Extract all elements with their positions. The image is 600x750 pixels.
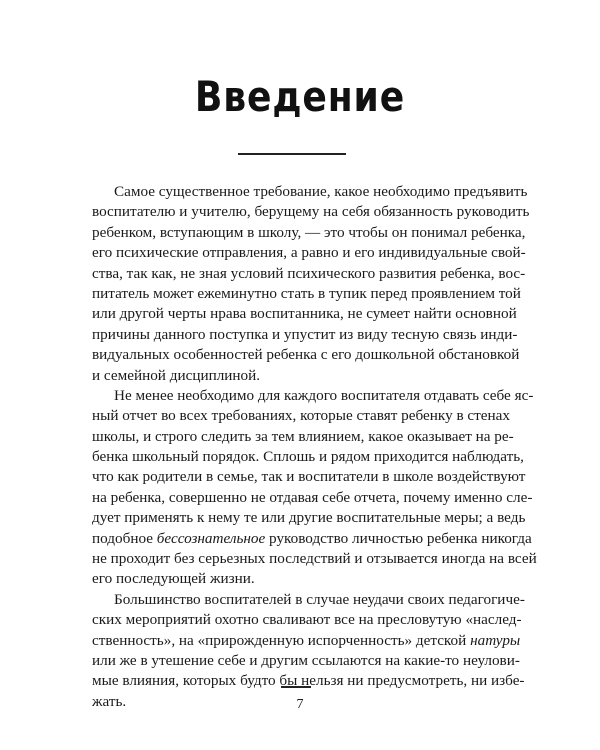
text-line: Не менее необходимо для каждого воспитателя отдавать себе яс- [114, 386, 534, 404]
text-line [92, 529, 532, 549]
text-line: на ребенка, совершенно не отдавая себе отчета, почему именно сле- [92, 488, 533, 506]
text-line: Большинство воспитателей в случае неудачи своих педагогиче- [114, 590, 525, 608]
text-line: Самое существенное требование, какое необходимо предъявить [114, 183, 528, 200]
body-text [92, 182, 537, 712]
text-line: дует применять к нему те или другие воспитательные меры; а ведь [92, 509, 526, 527]
chapter-title: Введение [194, 72, 406, 121]
page-number: 7 [296, 697, 304, 712]
text-line: ских мероприятий охотно сваливают все на пресловутую «наслед- [92, 611, 522, 629]
text-line: ребенком, вступающим в школу, — это чтобы он понимал ребенка, [92, 223, 526, 241]
text-line: не проходит без серьезных последствий и отзывается иногда на всей [92, 550, 537, 568]
text-line: и семейной дисциплиной. [92, 366, 261, 384]
page-number-divider [281, 686, 311, 688]
text-line: бенка школьный порядок. Сплошь и рядом приходится наблюдать, [92, 448, 524, 466]
text-segment: руководство личностью ребенка никогда [265, 529, 532, 547]
text-line: школы, и строго следить за тем влиянием, какое оказывает на ре- [92, 427, 514, 445]
italic-word: натуры [470, 631, 521, 649]
text-line: или же в утешение себе и другим ссылаются на какие-то неулови- [92, 651, 520, 669]
text-line: мые влияния, которых будто бы нельзя ни предусмотреть, ни избе- [92, 672, 525, 690]
text-line: воспитателю и учителю, берущему на себя обязанность руководить [92, 203, 530, 221]
italic-word: бессознательное [156, 529, 266, 547]
text-line: причины данного поступка и упустит из виду тесную связь инди- [92, 325, 518, 343]
text-line: ный отчет во всех требованиях, которые ставят ребенку в стенах [92, 407, 511, 425]
text-line: жать. [92, 692, 127, 710]
text-line: питатель может ежеминутно стать в тупик перед проявлением той [92, 284, 521, 302]
text-line [92, 631, 521, 651]
text-segment: ственность», на «прирожденную испорченность» детской [92, 631, 471, 649]
title-divider [238, 153, 346, 155]
text-line: что как родители в семье, так и воспитатели в школе воздействуют [92, 468, 526, 486]
text-line: ства, так как, не зная условий психического развития ребенка, вос- [92, 264, 526, 282]
text-line: его психические отправления, а равно и его индивидуальные свой- [92, 244, 526, 262]
text-line: или другой черты нрава воспитанника, не сумеет найти основной [92, 305, 517, 323]
text-line: его последующей жизни. [92, 570, 255, 588]
text-segment: подобное [92, 529, 157, 547]
text-line: видуальных особенностей ребенка с его дошкольной обстановкой [92, 346, 520, 364]
